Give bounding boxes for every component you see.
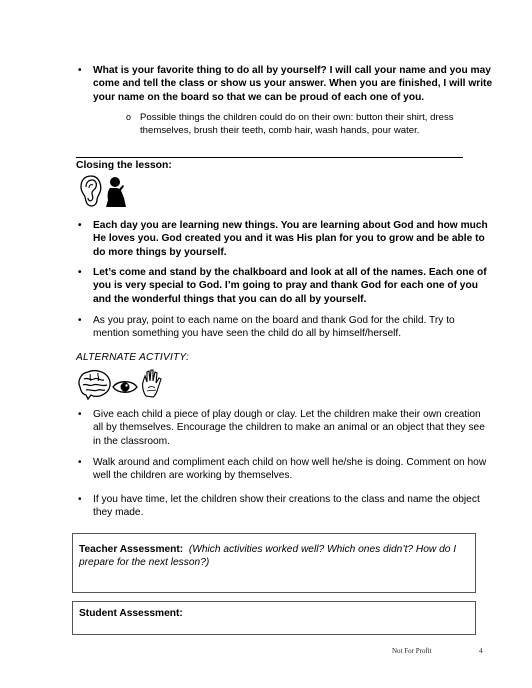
closing-heading: Closing the lesson: [76,160,172,171]
alternate-heading: ALTERNATE ACTIVITY: [76,352,190,363]
brain-icon [76,369,112,401]
bullet-dot: • [78,267,82,278]
teacher-assessment-content [79,543,469,570]
closing-bullet-text: As you pray, point to each name on the board and thank God for the child. Try to mention something you have seen the child do all by himself/herself. [93,315,455,340]
eye-icon [112,379,138,395]
bullet-dot: • [78,220,82,231]
alternate-bullet-text: Walk around and compliment each child on how well he/she is doing. Comment on how well the children are working by themselves. [93,457,487,482]
alternate-bullet-text: If you have time, let the children show their creations to the class and name the object they made. [93,494,480,519]
alternate-bullet-text: Give each child a piece of play dough or clay. Let the children make their own creation all by themselves. Encourage the children to make an animal or an object that they see in the classroom. [93,409,485,447]
section-divider [76,157,463,158]
student-assessment-box[interactable] [72,601,476,635]
student-assessment-label: Student Assessment: [79,608,183,619]
praying-child-icon [104,176,128,208]
ear-icon [80,175,102,207]
bullet-dot: • [78,457,82,468]
intro-bullet-text: What is your favorite thing to do all by yourself? I will call your name and you may come and tell the class or show us your answer. When you are finished, I will write your name on the board so that we can be proud of each one of you. [93,65,493,103]
closing-bullet-text: Each day you are learning new things. You are learning about God and how much He loves you. God created you and it was His plan for you to grow and be able to do more things by yourself. [93,220,488,258]
closing-bullet-text: Let’s come and stand by the chalkboard and look at all of the names. Each one of you is very special to God. I’m going to pray and thank God for each one of you and the wonderful things that you can do all by yourself. [93,267,487,305]
bullet-dot: • [78,494,82,505]
intro-sub-text: Possible things the children could do on their own: button their shirt, dress themselves, brush their teeth, comb hair, wash hands, pour water. [140,112,454,136]
teacher-assessment-label: Teacher Assessment: [79,544,184,555]
bullet-dot: • [78,409,82,420]
footer-note: Not For Profit [392,647,432,655]
sub-bullet-marker: o [126,112,132,122]
bullet-dot: • [78,65,82,76]
teacher-assessment-box[interactable] [72,533,476,593]
teacher-assessment-prompt: (Which activities worked well? Which ones didn’t? How do I prepare for the next lesson?) [79,544,457,569]
hand-icon [140,368,164,398]
bullet-dot: • [78,315,82,326]
page-number: 4 [479,647,483,655]
